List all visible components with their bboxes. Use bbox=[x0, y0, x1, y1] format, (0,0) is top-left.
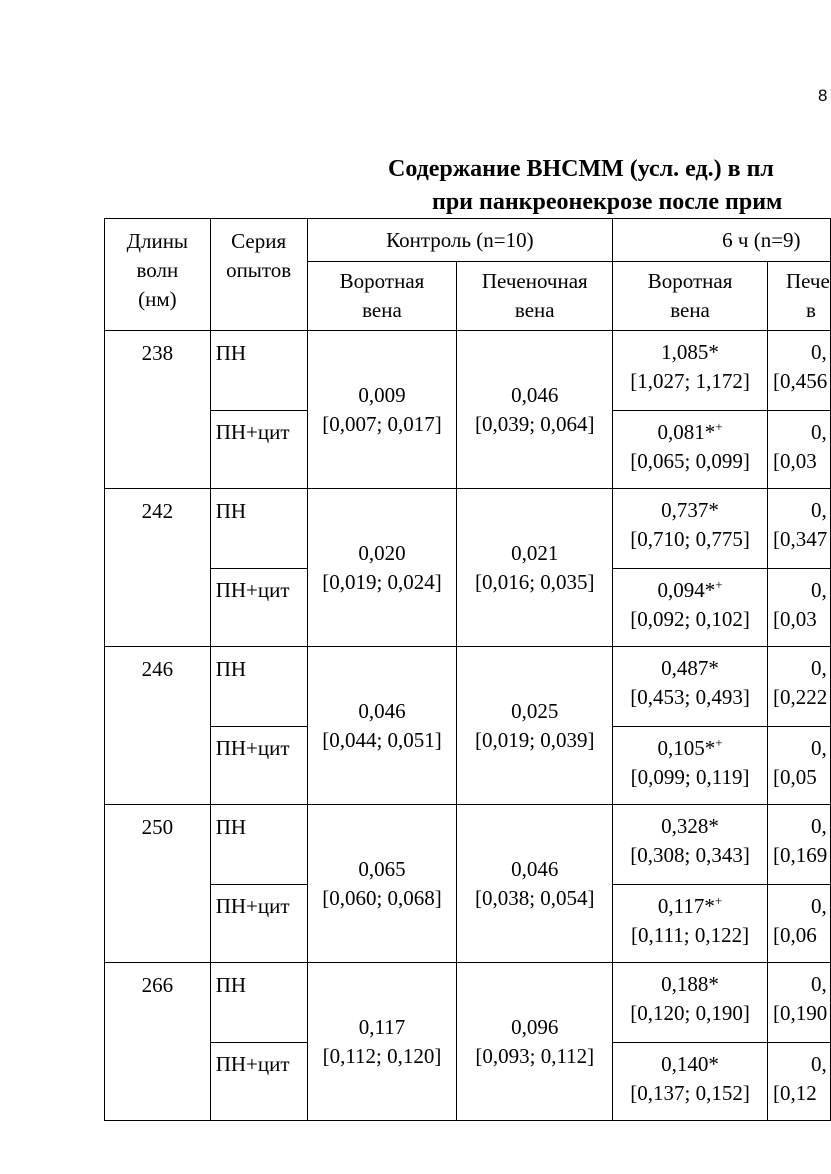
cell-median: 0,117 bbox=[358, 1014, 406, 1039]
wavelength-cell: 242 bbox=[105, 489, 211, 647]
cell-interval: [0,137; 0,152] bbox=[630, 1081, 750, 1105]
cell-median: 1,085* bbox=[661, 340, 719, 364]
page-number: 8 bbox=[818, 86, 828, 105]
significance-mark: + bbox=[715, 577, 723, 592]
control-hepatic-header-line-2: вена bbox=[514, 298, 555, 322]
wavelength-cell: 250 bbox=[105, 805, 211, 963]
wavelength-header-line-2: волн bbox=[136, 258, 179, 282]
cell-interval: [0,710; 0,775] bbox=[630, 527, 750, 551]
cell-median: 0, bbox=[810, 1052, 827, 1076]
table-title-line-1: Содержание ВНСММ (усл. ед.) в пл bbox=[388, 156, 774, 182]
cell-median bbox=[613, 1050, 767, 1079]
cell-interval: [0,099; 0,119] bbox=[630, 765, 750, 789]
control-hepatic-cell bbox=[457, 331, 613, 489]
six-hour-hepatic-header-line-1: Пече bbox=[785, 269, 830, 293]
six-hour-hepatic-pn-cit-cell bbox=[767, 1043, 830, 1121]
cell-median: 0,188* bbox=[661, 972, 719, 996]
cell-interval: [0,092; 0,102] bbox=[630, 607, 750, 631]
wavelength-cell: 266 bbox=[105, 963, 211, 1121]
six-hour-portal-pn-cit-cell bbox=[613, 411, 768, 489]
table-row bbox=[105, 331, 831, 411]
cell-interval: [0,044; 0,051] bbox=[322, 727, 442, 752]
series-cell-pn-cit: ПН+цит bbox=[210, 569, 307, 647]
cell-median bbox=[613, 576, 767, 605]
cell-median bbox=[613, 734, 767, 763]
table-row bbox=[105, 963, 831, 1043]
median-value: 0,094* bbox=[657, 578, 716, 602]
cell-median: 0,046 bbox=[511, 856, 559, 881]
series-cell-pn: ПН bbox=[210, 963, 307, 1043]
six-hour-portal-pn-cell bbox=[613, 805, 768, 885]
control-hepatic-header bbox=[457, 262, 613, 331]
cell-median: 0, bbox=[810, 814, 827, 838]
cell-interval: [0,060; 0,068] bbox=[322, 885, 442, 910]
six-hour-portal-pn-cit-cell bbox=[613, 885, 768, 963]
table-row bbox=[105, 805, 831, 885]
cell-median: 0, bbox=[810, 498, 827, 522]
cell-interval: [0,456 bbox=[772, 369, 828, 393]
six-hour-portal-pn-cit-cell bbox=[613, 569, 768, 647]
cell-interval: [0,007; 0,017] bbox=[322, 411, 442, 436]
cell-interval: [0,019; 0,039] bbox=[474, 727, 595, 752]
control-portal-cell bbox=[307, 963, 457, 1121]
six-hour-hepatic-pn-cit-cell bbox=[767, 411, 830, 489]
cell-median: 0,020 bbox=[358, 540, 406, 565]
cell-median: 0,046 bbox=[511, 382, 559, 407]
six-hour-portal-pn-cell bbox=[613, 647, 768, 727]
six-hour-group-label: 6 ч (n=9) bbox=[722, 227, 801, 252]
six-hour-hepatic-pn-cell bbox=[767, 489, 830, 569]
six-hour-hepatic-pn-cit-cell bbox=[767, 569, 830, 647]
series-cell-pn: ПН bbox=[210, 805, 307, 885]
series-header-line-1: Серия bbox=[231, 229, 287, 253]
series-header-line-2: опытов bbox=[226, 258, 292, 282]
cell-interval: [0,093; 0,112] bbox=[475, 1043, 595, 1068]
wavelength-header-line-1: Длины bbox=[126, 229, 189, 253]
control-portal-cell bbox=[307, 805, 457, 963]
cell-interval: [0,222 bbox=[772, 685, 828, 709]
cell-interval: [0,06 bbox=[772, 923, 817, 947]
series-header bbox=[210, 219, 307, 331]
cell-interval: [0,190 bbox=[772, 1001, 828, 1025]
cell-interval: [0,019; 0,024] bbox=[322, 569, 442, 594]
cell-median: 0, bbox=[810, 340, 827, 364]
cell-interval: [0,120; 0,190] bbox=[630, 1001, 750, 1025]
median-value: 0,105* bbox=[657, 736, 716, 760]
six-hour-group-header bbox=[613, 219, 831, 262]
control-hepatic-header-line-1: Печеночная bbox=[481, 269, 588, 293]
cell-median: 0,096 bbox=[511, 1014, 559, 1039]
cell-interval: [0,112; 0,120] bbox=[322, 1043, 442, 1068]
cell-median: 0,328* bbox=[661, 814, 719, 838]
wavelength-header bbox=[105, 219, 211, 331]
six-hour-portal-header-line-1: Воротная bbox=[647, 269, 733, 293]
cell-interval: [0,039; 0,064] bbox=[474, 411, 595, 436]
significance-mark: + bbox=[715, 419, 723, 434]
cell-interval: [0,308; 0,343] bbox=[630, 843, 750, 867]
control-portal-header-line-2: вена bbox=[362, 298, 402, 322]
median-value: 0,117* bbox=[657, 894, 715, 918]
cell-interval: [0,05 bbox=[772, 765, 817, 789]
six-hour-hepatic-header-line-2: в bbox=[805, 298, 816, 322]
table-row bbox=[105, 647, 831, 727]
cell-median: 0,009 bbox=[358, 382, 406, 407]
cell-interval: [0,038; 0,054] bbox=[474, 885, 595, 910]
cell-median: 0,065 bbox=[358, 856, 406, 881]
cell-interval: [0,03 bbox=[772, 607, 817, 631]
cell-median: 0,046 bbox=[358, 698, 406, 723]
table-title-line-2: при панкреонекрозе после прим bbox=[432, 189, 783, 215]
cell-median: 0, bbox=[810, 656, 827, 680]
control-group-header: Контроль (n=10) bbox=[307, 219, 613, 262]
cell-median: 0, bbox=[810, 894, 827, 918]
series-cell-pn: ПН bbox=[210, 331, 307, 411]
wavelength-header-line-3: (нм) bbox=[138, 287, 177, 311]
cell-median bbox=[613, 418, 767, 447]
control-portal-cell bbox=[307, 647, 457, 805]
results-table bbox=[104, 218, 831, 1121]
six-hour-portal-pn-cell bbox=[613, 489, 768, 569]
series-cell-pn: ПН bbox=[210, 647, 307, 727]
six-hour-portal-header bbox=[613, 262, 768, 331]
six-hour-portal-pn-cell bbox=[613, 963, 768, 1043]
cell-interval: [0,065; 0,099] bbox=[630, 449, 750, 473]
control-portal-header bbox=[307, 262, 457, 331]
control-portal-header-line-1: Воротная bbox=[339, 269, 425, 293]
cell-median: 0, bbox=[810, 736, 827, 760]
six-hour-portal-pn-cell bbox=[613, 331, 768, 411]
cell-median: 0,021 bbox=[511, 540, 559, 565]
cell-median: 0,025 bbox=[511, 698, 559, 723]
cell-median: 0, bbox=[810, 972, 827, 996]
cell-median: 0,737* bbox=[661, 498, 719, 522]
six-hour-hepatic-pn-cell bbox=[767, 963, 830, 1043]
series-cell-pn-cit: ПН+цит bbox=[210, 411, 307, 489]
cell-interval: [0,111; 0,122] bbox=[631, 923, 750, 947]
significance-mark: + bbox=[714, 893, 723, 908]
cell-interval: [0,347 bbox=[772, 527, 828, 551]
cell-interval: [0,03 bbox=[772, 449, 817, 473]
control-hepatic-cell bbox=[457, 963, 613, 1121]
cell-interval: [0,016; 0,035] bbox=[474, 569, 595, 594]
wavelength-cell: 246 bbox=[105, 647, 211, 805]
cell-interval: [1,027; 1,172] bbox=[630, 369, 750, 393]
cell-interval: [0,453; 0,493] bbox=[630, 685, 750, 709]
six-hour-hepatic-pn-cit-cell bbox=[767, 885, 830, 963]
cell-median: 0, bbox=[810, 420, 827, 444]
series-cell-pn: ПН bbox=[210, 489, 307, 569]
control-hepatic-cell bbox=[457, 805, 613, 963]
series-cell-pn-cit: ПН+цит bbox=[210, 727, 307, 805]
series-cell-pn-cit: ПН+цит bbox=[210, 885, 307, 963]
control-hepatic-cell bbox=[457, 489, 613, 647]
six-hour-hepatic-pn-cit-cell bbox=[767, 727, 830, 805]
six-hour-portal-header-line-2: вена bbox=[670, 298, 710, 322]
median-value: 0,140* bbox=[661, 1052, 719, 1076]
header-row-top bbox=[105, 219, 831, 262]
cell-median: 0,487* bbox=[661, 656, 719, 680]
cell-median: 0, bbox=[810, 578, 827, 602]
control-portal-cell bbox=[307, 489, 457, 647]
cell-median bbox=[613, 892, 767, 921]
six-hour-portal-pn-cit-cell bbox=[613, 727, 768, 805]
six-hour-hepatic-pn-cell bbox=[767, 331, 830, 411]
cell-interval: [0,12 bbox=[772, 1081, 817, 1105]
six-hour-hepatic-pn-cell bbox=[767, 647, 830, 727]
wavelength-cell: 238 bbox=[105, 331, 211, 489]
cell-interval: [0,169 bbox=[772, 843, 828, 867]
six-hour-hepatic-pn-cell bbox=[767, 805, 830, 885]
six-hour-hepatic-header bbox=[767, 262, 830, 331]
median-value: 0,081* bbox=[657, 420, 716, 444]
significance-mark: + bbox=[715, 735, 723, 750]
control-portal-cell bbox=[307, 331, 457, 489]
six-hour-portal-pn-cit-cell bbox=[613, 1043, 768, 1121]
series-cell-pn-cit: ПН+цит bbox=[210, 1043, 307, 1121]
table-row bbox=[105, 489, 831, 569]
control-hepatic-cell bbox=[457, 647, 613, 805]
